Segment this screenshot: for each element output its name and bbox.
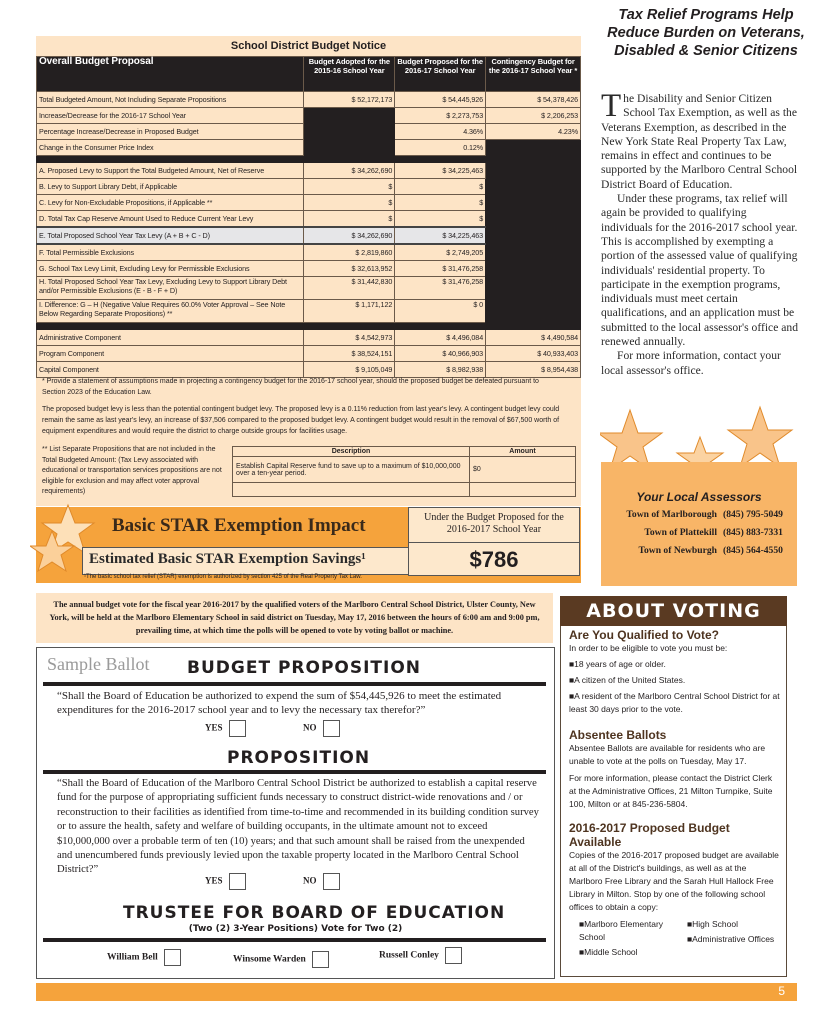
budget-proposition-text: “Shall the Board of Education be authorized to expend the sum of $54,445,926 to meet the estimated expenditures for the 2016-2017 school year and to levy the necessary tax therefor?” (57, 690, 502, 716)
budget-notice-title: School District Budget Notice (230, 40, 387, 52)
vote-notice: The annual budget vote for the fiscal year 2016-2017 by the qualified voters of the Marlboro Central School District, Ulster County, New York, will be held at the Marlboro Elementary School in said district on Tuesday, May 17, 2016 between the hours of 6:00 am and 9:00 pm, prevailing time, at which time the polls will be opened to vote by voting ballot or machine. (36, 593, 553, 643)
tax-relief-heading: Tax Relief Programs Help Reduce Burden on Veterans, Disabled & Senior Citizens (607, 7, 805, 59)
list-item: ■Middle School (579, 947, 638, 957)
drop-cap: T (601, 88, 622, 124)
star-exemption-band (36, 507, 581, 583)
table-header-row (37, 57, 581, 92)
about-voting-heading: ABOUT VOTING (560, 596, 787, 626)
table-row: F. Total Permissible Exclusions $ 2,819,860 $ 2,749,205 (37, 244, 581, 261)
page-footer-bar (36, 983, 797, 1001)
prop-no-checkbox[interactable] (323, 873, 340, 890)
assessors-heading: Your Local Assessors (636, 490, 762, 504)
separate-props-note: ** List Separate Propositions that are not included in the Total Budgeted Amount: (Tax Levy associated with educational or transportation services propositions are not eligible for exclusion and may affect voter approval requirements) (42, 446, 222, 495)
list-item: ■Marlboro Elementary School (579, 919, 664, 942)
budget-no-checkbox[interactable] (323, 720, 340, 737)
local-assessors-box (601, 462, 797, 586)
table-row: D. Total Tax Cap Reserve Amount Used to Reduce Current Year Levy $ $ (37, 211, 581, 228)
table-row: C. Levy for Non-Excludable Propositions, if Applicable ** $ $ (37, 195, 581, 211)
column-header: Contingency Budget for the 2016-17 School Year * (486, 57, 581, 92)
page-number: 5 (778, 984, 785, 998)
table-row: Capital Component $ 9,105,049 $ 8,982,938 $ 8,954,438 (37, 362, 581, 378)
budget-yes: YES (205, 720, 246, 737)
savings-value: $786 (469, 547, 519, 572)
budget-available-heading: 2016-2017 Proposed Budget Available (569, 821, 730, 849)
qualified-heading: Are You Qualified to Vote? (569, 628, 720, 642)
table-row: Total Budgeted Amount, Not Including Separate Propositions $ 52,172,173 $ 54,445,926 $ 54,378,426 (37, 92, 581, 108)
table-row: H. Total Proposed School Year Tax Levy, Excluding Levy to Support Library Debt and/or Permissible Exclusions (E - B - F + D) $ 31,442,830 $ 31,476,258 (37, 277, 581, 300)
table-row: I. Difference: G – H (Negative Value Requires 60.0% Voter Approval – See Note Below Regarding Separate Propositions) ** $ 1,171,122 $ 0 (37, 300, 581, 323)
table-row: Percentage Increase/Decrease in Proposed Budget 4.36% 4.23% (37, 124, 581, 140)
trustee-subheading: (Two (2) 3-Year Positions) Vote for Two (2) (188, 924, 403, 934)
list-item: ■A resident of the Marlboro Central School District for at least 30 days prior to the vote. (569, 691, 780, 714)
candidate-william-bell: William Bell (107, 949, 181, 966)
prop-no: NO (303, 873, 340, 890)
budget-table (36, 56, 581, 378)
about-voting-box: Are You Qualified to Vote? In order to be eligible to vote you must be: ■18 years of age or older. ■A citizen of the United States. ■A resident of the Marlboro Central School District for at least 30 days prior to the vote. Absentee Ballots Absentee Ballots are available for residents who are unable to vote at the polls on Tuesday, May 17. For more information, please contact the District Clerk at the Administrative Offices, 21 Milton Turnpike, Suite 100, Milton or at 845-236-5804. 2016-2017 Proposed Budget Available Copies of the 2016-2017 proposed budget are available at all of the District's buildings, as well as at the Marlboro Free Library and the Sarah Hull Hallock Free Library in Milton. Stop by one of the following school offices to obtain a copy: ■Marlboro Elementary School ■Middle School ■High School ■Administrative Offices (560, 596, 787, 977)
tax-relief-body: The Disability and Senior Citizen School Tax Exemption, as well as the Veterans Exemption, as described in the New York State Real Property Tax Law, remains in effect and continues to be supported by the Marlboro Central School District Board of Education. Under these programs, tax relief will again be provided to qualifying individuals for the 2016-2017 school year. This is accomplished by exempting a portion of the assessed value of qualifying individuals' residential property. To participate in the exemption programs, individuals must meet certain qualifications, and an application must be submitted to the local assessor's office and renewed annually. For more information, contact your local assessor's office. (601, 88, 798, 377)
column-header: Budget Proposed for the 2016-17 School Year (395, 57, 486, 92)
candidate-russell-conley: Russell Conley (379, 947, 462, 964)
levy-note: The proposed budget levy is less than the potential contingent budget levy. The proposed levy is a 0.11% reduction from last year's levy. A contingent budget levy could remain the same as last year's levy, an increase of $37,506 compared to the proposed budget levy. A contingent budget would result in the removal of $67,500 worth of equipment expenditures and would require the district to charge outside groups for facilities usage. (42, 406, 560, 435)
under-budget-label: Under the Budget Proposed for the 2016-2017 School Year (409, 508, 579, 543)
table-row: Program Component $ 38,524,151 $ 40,966,903 $ 40,933,403 (37, 346, 581, 362)
assessor-item: Town of Plattekill (845) 883-7331 (644, 527, 783, 538)
table-row-highlight: E. Total Proposed School Year Tax Levy (A + B + C - D) $ 34,262,690 $ 34,225,463 (37, 227, 581, 244)
table-row: A. Proposed Levy to Support the Total Budgeted Amount, Net of Reserve $ 34,262,690 $ 34,225,463 (37, 163, 581, 179)
table-row: Change in the Consumer Price Index 0.12% (37, 140, 581, 156)
column-header: Overall Budget Proposal (37, 57, 304, 92)
budget-proposition-heading: BUDGET PROPOSITION (187, 658, 422, 678)
budget-no: NO (303, 720, 340, 737)
proposition-heading: PROPOSITION (227, 748, 371, 768)
candidate-checkbox[interactable] (445, 947, 462, 964)
table-row: Increase/Decrease for the 2016-17 School Year $ 2,273,753 $ 2,206,253 (37, 108, 581, 124)
table-row: G. School Tax Levy Limit, Excluding Levy for Permissible Exclusions $ 32,613,952 $ 31,476,258 (37, 261, 581, 277)
assessor-item: Town of Newburgh (845) 564-4550 (638, 545, 783, 556)
list-item: ■Administrative Offices (687, 934, 775, 944)
star-footnote: ¹The basic school tax relief (STAR) exemption is authorized by section 425 of the Real Property Tax Law. (84, 574, 362, 580)
column-header: Budget Adopted for the 2015-16 School Year (304, 57, 395, 92)
savings-label: Estimated Basic STAR Exemption Savings¹ (89, 551, 366, 567)
separate-props-table: Description Amount Establish Capital Reserve fund to save up to a maximum of $10,000,000 over a ten-year period. $0 (232, 446, 576, 497)
candidate-checkbox[interactable] (164, 949, 181, 966)
budget-notice-panel (36, 36, 581, 506)
trustee-heading: TRUSTEE FOR BOARD OF EDUCATION (123, 903, 506, 923)
sample-ballot (36, 647, 555, 979)
table-row: Administrative Component $ 4,542,973 $ 4,496,084 $ 4,490,584 (37, 330, 581, 346)
budget-yes-checkbox[interactable] (229, 720, 246, 737)
savings-box (408, 507, 580, 576)
sample-ballot-watermark: Sample Ballot (47, 654, 150, 674)
prop-yes: YES (205, 873, 246, 890)
contingency-footnote: * Provide a statement of assumptions made in projecting a contingency budget for the 2016-17 school year, should the proposed budget be defeated pursuant to Section 2023 of the Education Law. (42, 378, 539, 396)
list-item: ■18 years of age or older. (569, 659, 666, 669)
absentee-heading: Absentee Ballots (569, 728, 667, 742)
assessor-item: Town of Marlborough (845) 795-5049 (626, 509, 783, 520)
star-title: Basic STAR Exemption Impact (112, 515, 366, 536)
candidate-checkbox[interactable] (312, 951, 329, 968)
list-item: ■High School (687, 919, 738, 929)
proposition-text: “Shall the Board of Education of the Marlboro Central School District be authorized to establish a capital reserve fund for the purpose of appropriating sufficient funds necessary to construct district-wide renovations and / or reconstruction to their facilities as identified from time-to-time and recommended in its building condition survey or to assure the health, safety and welfare of building occupants, in the ultimate amount not to exceed $10,000,000 over a probable term of ten (10) years; and that such amount shall be raised from the unexpended and unencumbered funds previously levied upon the taxable property located in the Marlboro Central School District?” (57, 778, 539, 876)
table-row: B. Levy to Support Library Debt, if Applicable $ $ (37, 179, 581, 195)
candidate-winsome-warden: Winsome Warden (233, 951, 329, 968)
list-item: ■A citizen of the United States. (569, 675, 686, 685)
savings-label-box (82, 547, 409, 575)
prop-yes-checkbox[interactable] (229, 873, 246, 890)
